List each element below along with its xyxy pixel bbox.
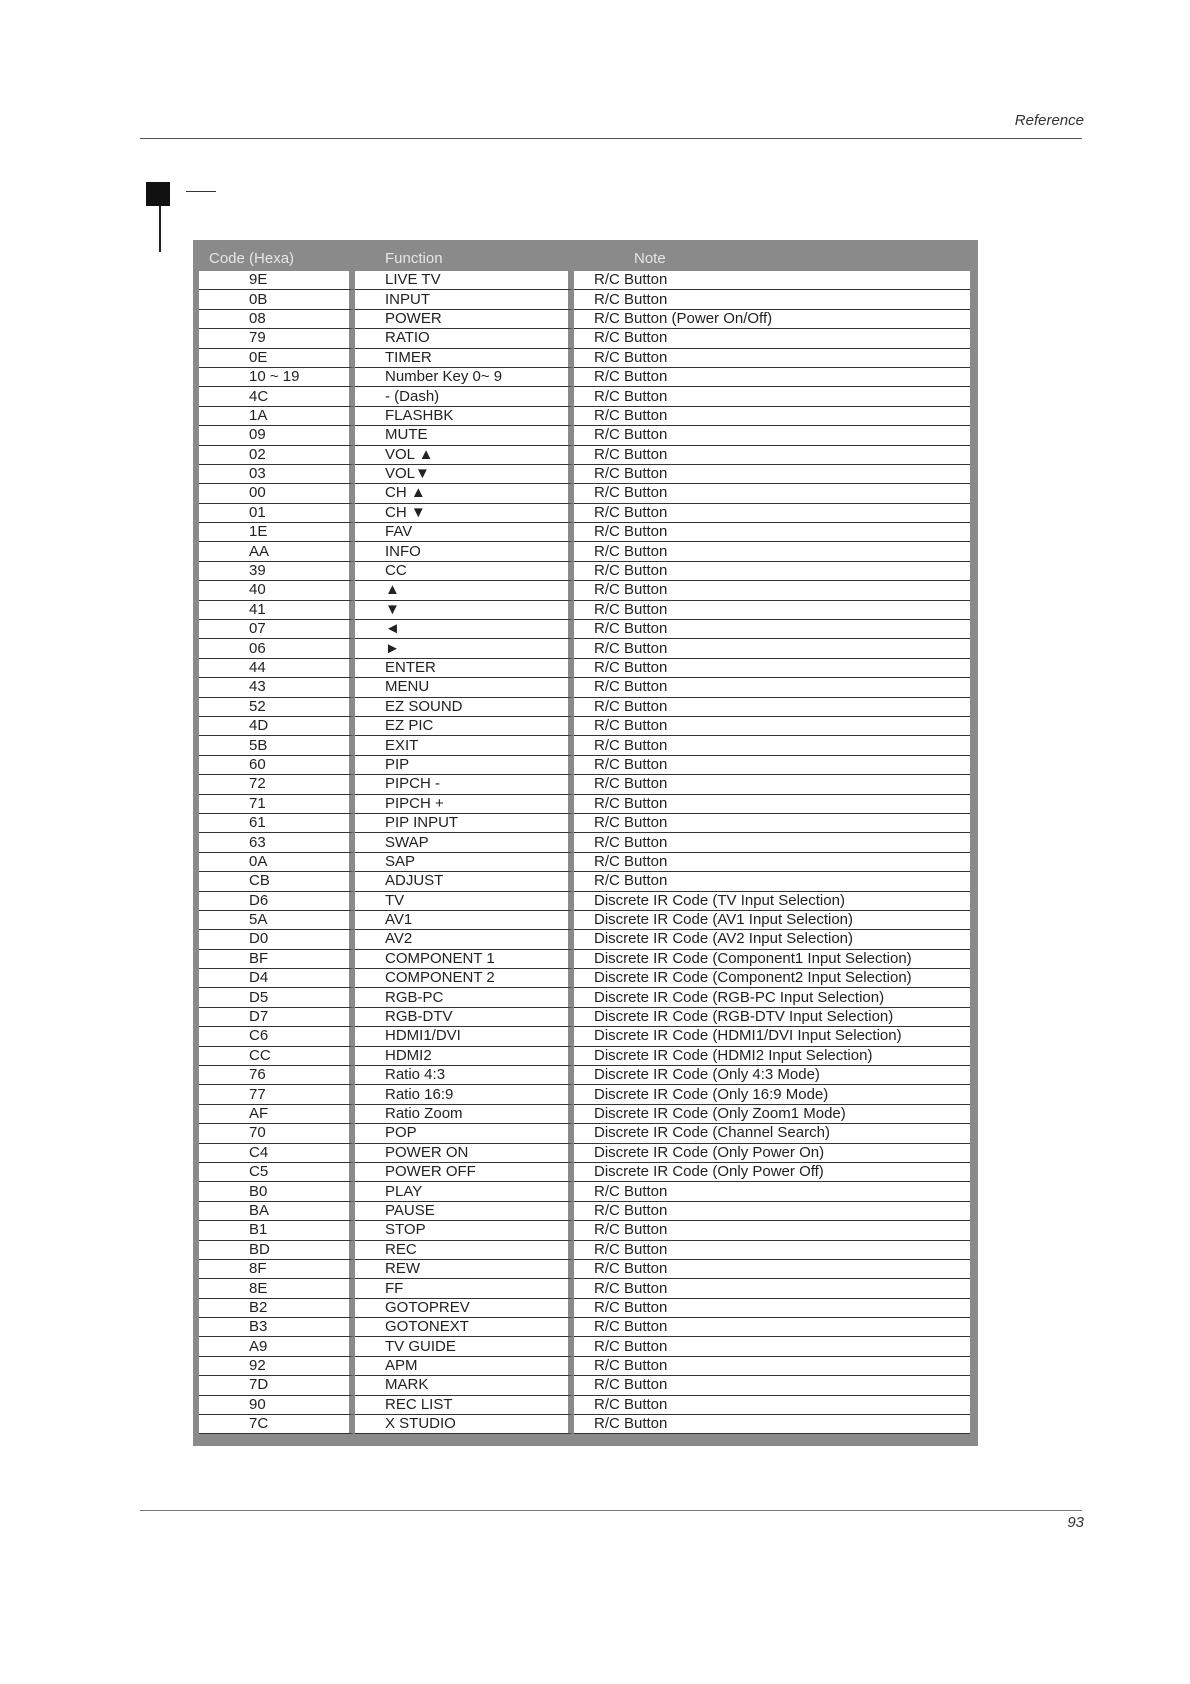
cell-code: D0 — [199, 930, 355, 949]
cell-note: R/C Button — [574, 872, 970, 891]
cell-function: HDMI1/DVI — [355, 1027, 574, 1046]
cell-function: GOTOPREV — [355, 1299, 574, 1318]
table-row — [199, 698, 970, 717]
cell-code: 01 — [199, 504, 355, 523]
cell-code: BD — [199, 1241, 355, 1260]
cell-note: Discrete IR Code (Component2 Input Selection) — [574, 969, 970, 988]
cell-function: RGB-PC — [355, 988, 574, 1007]
cell-function: FF — [355, 1279, 574, 1298]
header-code: Code (Hexa) — [199, 246, 355, 271]
table-row — [199, 988, 970, 1007]
cell-function: LIVE TV — [355, 271, 574, 290]
cell-code: 61 — [199, 814, 355, 833]
cell-note: R/C Button — [574, 1182, 970, 1201]
cell-function: PAUSE — [355, 1202, 574, 1221]
cell-note: R/C Button — [574, 349, 970, 368]
cell-code: C4 — [199, 1144, 355, 1163]
cell-note: R/C Button — [574, 736, 970, 755]
table-row — [199, 1163, 970, 1182]
table-row — [199, 930, 970, 949]
cell-function: RATIO — [355, 329, 574, 348]
table-row — [199, 601, 970, 620]
cell-code: 41 — [199, 601, 355, 620]
cell-function: POWER — [355, 310, 574, 329]
cell-code: 4C — [199, 387, 355, 406]
cell-function: REC LIST — [355, 1396, 574, 1415]
cell-code: AF — [199, 1105, 355, 1124]
table-row — [199, 446, 970, 465]
cell-function: MENU — [355, 678, 574, 697]
table-row — [199, 853, 970, 872]
cell-code: B0 — [199, 1182, 355, 1201]
cell-code: BF — [199, 950, 355, 969]
table-row — [199, 504, 970, 523]
cell-note: R/C Button — [574, 387, 970, 406]
table-row — [199, 659, 970, 678]
table-row — [199, 678, 970, 697]
cell-code: D4 — [199, 969, 355, 988]
cell-code: 43 — [199, 678, 355, 697]
ir-code-table-frame — [193, 240, 978, 1446]
cell-note: R/C Button — [574, 1221, 970, 1240]
header-note: Note — [574, 246, 970, 271]
table-row — [199, 833, 970, 852]
cell-code: 4D — [199, 717, 355, 736]
cell-note: R/C Button — [574, 601, 970, 620]
table-row — [199, 465, 970, 484]
cell-function: PLAY — [355, 1182, 574, 1201]
cell-code: 0E — [199, 349, 355, 368]
cell-code: 70 — [199, 1124, 355, 1143]
cell-note: R/C Button — [574, 775, 970, 794]
cell-note: Discrete IR Code (HDMI1/DVI Input Selection) — [574, 1027, 970, 1046]
cell-function: Ratio Zoom — [355, 1105, 574, 1124]
cell-function: VOL ▲ — [355, 446, 574, 465]
table-row — [199, 1066, 970, 1085]
cell-code: C6 — [199, 1027, 355, 1046]
cell-note: Discrete IR Code (RGB-DTV Input Selection) — [574, 1008, 970, 1027]
cell-code: 60 — [199, 756, 355, 775]
cell-function: PIP — [355, 756, 574, 775]
cell-note: R/C Button — [574, 581, 970, 600]
table-row — [199, 310, 970, 329]
cell-note: R/C Button — [574, 271, 970, 290]
cell-note: R/C Button — [574, 1415, 970, 1434]
cell-code: 63 — [199, 833, 355, 852]
cell-note: Discrete IR Code (Only Power On) — [574, 1144, 970, 1163]
cell-function: PIPCH - — [355, 775, 574, 794]
table-row — [199, 1376, 970, 1395]
cell-function: ENTER — [355, 659, 574, 678]
cell-note: R/C Button — [574, 1337, 970, 1356]
cell-note: R/C Button — [574, 1279, 970, 1298]
table-row — [199, 349, 970, 368]
table-row — [199, 775, 970, 794]
cell-function: AV1 — [355, 911, 574, 930]
cell-function: EXIT — [355, 736, 574, 755]
cell-code: 76 — [199, 1066, 355, 1085]
cell-function: STOP — [355, 1221, 574, 1240]
table-row — [199, 717, 970, 736]
table-row — [199, 329, 970, 348]
cell-function: COMPONENT 1 — [355, 950, 574, 969]
cell-code: 52 — [199, 698, 355, 717]
cell-function: MUTE — [355, 426, 574, 445]
cell-code: 39 — [199, 562, 355, 581]
table-body — [199, 271, 970, 1434]
header-section-label: Reference — [1014, 112, 1084, 129]
cell-note: R/C Button — [574, 814, 970, 833]
cell-note: R/C Button — [574, 562, 970, 581]
table-row — [199, 387, 970, 406]
cell-note: R/C Button — [574, 795, 970, 814]
cell-function: PIPCH + — [355, 795, 574, 814]
cell-note: R/C Button — [574, 407, 970, 426]
table-header-row — [199, 246, 970, 271]
cell-code: CC — [199, 1047, 355, 1066]
table-row — [199, 1415, 970, 1434]
table-row — [199, 271, 970, 290]
cell-code: 8E — [199, 1279, 355, 1298]
cell-code: D6 — [199, 892, 355, 911]
cell-code: 7D — [199, 1376, 355, 1395]
table-row — [199, 795, 970, 814]
cell-code: D7 — [199, 1008, 355, 1027]
cell-function: - (Dash) — [355, 387, 574, 406]
cell-note: Discrete IR Code (Only 4:3 Mode) — [574, 1066, 970, 1085]
cell-note: Discrete IR Code (HDMI2 Input Selection) — [574, 1047, 970, 1066]
table-row — [199, 950, 970, 969]
cell-code: 06 — [199, 639, 355, 658]
cell-function: Ratio 16:9 — [355, 1085, 574, 1104]
cell-code: 09 — [199, 426, 355, 445]
table-row — [199, 756, 970, 775]
cell-note: R/C Button — [574, 542, 970, 561]
cell-note: R/C Button — [574, 290, 970, 309]
cell-note: Discrete IR Code (Only Zoom1 Mode) — [574, 1105, 970, 1124]
cell-function: APM — [355, 1357, 574, 1376]
cell-function: VOL▼ — [355, 465, 574, 484]
cell-note: R/C Button — [574, 1241, 970, 1260]
cell-function: MARK — [355, 1376, 574, 1395]
cell-note: Discrete IR Code (Only 16:9 Mode) — [574, 1085, 970, 1104]
cell-code: 72 — [199, 775, 355, 794]
cell-function: CC — [355, 562, 574, 581]
cell-function: ADJUST — [355, 872, 574, 891]
cell-note: R/C Button — [574, 717, 970, 736]
cell-code: 5A — [199, 911, 355, 930]
cell-note: R/C Button — [574, 329, 970, 348]
cell-note: R/C Button — [574, 678, 970, 697]
cell-code: B1 — [199, 1221, 355, 1240]
page-number: 93 — [1067, 1514, 1084, 1531]
table-row — [199, 911, 970, 930]
cell-note: R/C Button — [574, 1376, 970, 1395]
cell-code: B2 — [199, 1299, 355, 1318]
cell-function: POP — [355, 1124, 574, 1143]
cell-code: 71 — [199, 795, 355, 814]
section-marker-dash — [186, 191, 216, 192]
cell-note: R/C Button — [574, 484, 970, 503]
cell-function: X STUDIO — [355, 1415, 574, 1434]
cell-note: R/C Button — [574, 523, 970, 542]
cell-note: Discrete IR Code (RGB-PC Input Selection) — [574, 988, 970, 1007]
cell-code: 90 — [199, 1396, 355, 1415]
cell-function: EZ PIC — [355, 717, 574, 736]
cell-function: REC — [355, 1241, 574, 1260]
cell-code: 5B — [199, 736, 355, 755]
cell-code: D5 — [199, 988, 355, 1007]
ir-code-table — [199, 246, 970, 1434]
cell-function: COMPONENT 2 — [355, 969, 574, 988]
cell-note: Discrete IR Code (AV1 Input Selection) — [574, 911, 970, 930]
cell-note: R/C Button — [574, 1357, 970, 1376]
table-row — [199, 407, 970, 426]
cell-note: R/C Button (Power On/Off) — [574, 310, 970, 329]
table-row — [199, 1337, 970, 1356]
cell-function: CH ▼ — [355, 504, 574, 523]
cell-code: CB — [199, 872, 355, 891]
cell-code: A9 — [199, 1337, 355, 1356]
cell-function: INFO — [355, 542, 574, 561]
table-row — [199, 1105, 970, 1124]
cell-function: Ratio 4:3 — [355, 1066, 574, 1085]
cell-function: AV2 — [355, 930, 574, 949]
table-row — [199, 290, 970, 309]
table-row — [199, 620, 970, 639]
cell-note: Discrete IR Code (Only Power Off) — [574, 1163, 970, 1182]
cell-code: 44 — [199, 659, 355, 678]
cell-note: Discrete IR Code (Channel Search) — [574, 1124, 970, 1143]
cell-function: PIP INPUT — [355, 814, 574, 833]
table-row — [199, 969, 970, 988]
table-row — [199, 1241, 970, 1260]
cell-note: R/C Button — [574, 833, 970, 852]
cell-function: SAP — [355, 853, 574, 872]
cell-function: SWAP — [355, 833, 574, 852]
cell-code: 02 — [199, 446, 355, 465]
table-row — [199, 872, 970, 891]
table-row — [199, 1260, 970, 1279]
cell-code: 77 — [199, 1085, 355, 1104]
cell-function: FLASHBK — [355, 407, 574, 426]
table-row — [199, 562, 970, 581]
cell-code: 1E — [199, 523, 355, 542]
cell-function: REW — [355, 1260, 574, 1279]
cell-note: R/C Button — [574, 1396, 970, 1415]
header-function: Function — [355, 246, 574, 271]
table-row — [199, 523, 970, 542]
table-row — [199, 484, 970, 503]
cell-function: POWER OFF — [355, 1163, 574, 1182]
cell-code: 0A — [199, 853, 355, 872]
cell-note: R/C Button — [574, 1202, 970, 1221]
cell-note: Discrete IR Code (TV Input Selection) — [574, 892, 970, 911]
cell-function: TV GUIDE — [355, 1337, 574, 1356]
cell-note: R/C Button — [574, 853, 970, 872]
cell-note: R/C Button — [574, 620, 970, 639]
cell-code: 92 — [199, 1357, 355, 1376]
table-row — [199, 368, 970, 387]
table-row — [199, 1027, 970, 1046]
table-row — [199, 1299, 970, 1318]
table-row — [199, 426, 970, 445]
table-row — [199, 1047, 970, 1066]
cell-function: ▼ — [355, 601, 574, 620]
table-row — [199, 1124, 970, 1143]
cell-note: R/C Button — [574, 1318, 970, 1337]
cell-function: HDMI2 — [355, 1047, 574, 1066]
cell-note: R/C Button — [574, 1299, 970, 1318]
table-row — [199, 1357, 970, 1376]
header-divider — [140, 138, 1082, 139]
cell-function: TIMER — [355, 349, 574, 368]
table-row — [199, 1202, 970, 1221]
table-row — [199, 542, 970, 561]
cell-code: 0B — [199, 290, 355, 309]
table-row — [199, 581, 970, 600]
cell-note: R/C Button — [574, 465, 970, 484]
cell-code: B3 — [199, 1318, 355, 1337]
cell-code: C5 — [199, 1163, 355, 1182]
cell-function: ► — [355, 639, 574, 658]
table-row — [199, 1182, 970, 1201]
cell-note: Discrete IR Code (Component1 Input Selection) — [574, 950, 970, 969]
cell-function: ◄ — [355, 620, 574, 639]
table-row — [199, 1318, 970, 1337]
cell-code: 8F — [199, 1260, 355, 1279]
cell-function: RGB-DTV — [355, 1008, 574, 1027]
cell-code: AA — [199, 542, 355, 561]
cell-function: POWER ON — [355, 1144, 574, 1163]
cell-function: GOTONEXT — [355, 1318, 574, 1337]
section-marker-icon — [146, 182, 170, 206]
cell-code: 7C — [199, 1415, 355, 1434]
cell-function: INPUT — [355, 290, 574, 309]
footer-divider — [140, 1510, 1082, 1511]
cell-code: 1A — [199, 407, 355, 426]
table-row — [199, 1144, 970, 1163]
table-row — [199, 814, 970, 833]
cell-note: R/C Button — [574, 368, 970, 387]
cell-function: TV — [355, 892, 574, 911]
cell-function: EZ SOUND — [355, 698, 574, 717]
cell-function: FAV — [355, 523, 574, 542]
cell-note: R/C Button — [574, 446, 970, 465]
cell-note: R/C Button — [574, 426, 970, 445]
table-row — [199, 1396, 970, 1415]
cell-note: Discrete IR Code (AV2 Input Selection) — [574, 930, 970, 949]
table-row — [199, 736, 970, 755]
cell-code: 40 — [199, 581, 355, 600]
cell-function: Number Key 0~ 9 — [355, 368, 574, 387]
table-row — [199, 1008, 970, 1027]
cell-note: R/C Button — [574, 659, 970, 678]
table-row — [199, 1085, 970, 1104]
cell-code: BA — [199, 1202, 355, 1221]
cell-code: 9E — [199, 271, 355, 290]
cell-note: R/C Button — [574, 504, 970, 523]
cell-note: R/C Button — [574, 1260, 970, 1279]
cell-note: R/C Button — [574, 639, 970, 658]
cell-note: R/C Button — [574, 698, 970, 717]
cell-code: 79 — [199, 329, 355, 348]
cell-code: 00 — [199, 484, 355, 503]
cell-code: 03 — [199, 465, 355, 484]
table-row — [199, 892, 970, 911]
cell-code: 10 ~ 19 — [199, 368, 355, 387]
table-row — [199, 639, 970, 658]
cell-note: R/C Button — [574, 756, 970, 775]
cell-function: ▲ — [355, 581, 574, 600]
table-row — [199, 1221, 970, 1240]
section-marker-stem — [159, 206, 161, 252]
cell-function: CH ▲ — [355, 484, 574, 503]
cell-code: 07 — [199, 620, 355, 639]
table-row — [199, 1279, 970, 1298]
cell-code: 08 — [199, 310, 355, 329]
